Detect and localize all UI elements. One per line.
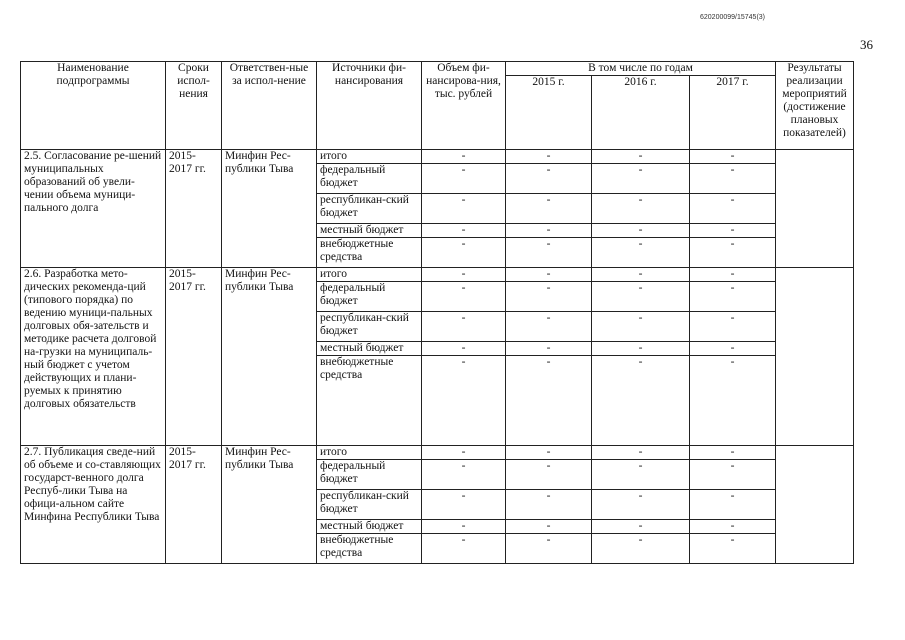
- volume-value-cell: -: [422, 356, 506, 446]
- year-value-cell: -: [690, 356, 776, 446]
- year-value-cell: -: [506, 150, 592, 164]
- table-row: [21, 446, 854, 460]
- year-value-cell: -: [506, 490, 592, 520]
- funding-source-cell: местный бюджет: [317, 224, 422, 238]
- year-value-cell: -: [506, 342, 592, 356]
- table-row: [21, 150, 854, 164]
- volume-value-cell: -: [422, 224, 506, 238]
- year-value-cell: -: [690, 520, 776, 534]
- header-volume: Объем фи-нансирова-ния, тыс. рублей: [422, 62, 506, 150]
- results-cell: [776, 446, 854, 564]
- funding-source-cell: федеральный бюджет: [317, 460, 422, 490]
- year-value-cell: -: [592, 282, 690, 312]
- table-body: [21, 150, 854, 564]
- volume-value-cell: -: [422, 282, 506, 312]
- page-number: 36: [860, 37, 873, 52]
- funding-source-cell: местный бюджет: [317, 520, 422, 534]
- year-value-cell: -: [592, 164, 690, 194]
- responsible-cell: Минфин Рес-публики Тыва: [222, 446, 317, 564]
- program-activities-table: [20, 61, 854, 564]
- header-term: Сроки испол-нения: [166, 62, 222, 150]
- term-cell: 2015-2017 гг.: [166, 268, 222, 446]
- year-value-cell: -: [506, 356, 592, 446]
- header-years-group: В том числе по годам: [506, 62, 776, 76]
- document-registration-number: 620200099/15745(3): [700, 14, 766, 21]
- year-value-cell: -: [592, 460, 690, 490]
- volume-value-cell: -: [422, 446, 506, 460]
- header-responsible: Ответствен-ные за испол-нение: [222, 62, 317, 150]
- year-value-cell: -: [506, 238, 592, 268]
- table-row: [21, 268, 854, 282]
- volume-value-cell: -: [422, 268, 506, 282]
- volume-value-cell: -: [422, 194, 506, 224]
- header-results: Результаты реализации мероприятий (достижение плановых показателей): [776, 62, 854, 150]
- header-year-2017: 2017 г.: [690, 76, 776, 150]
- year-value-cell: -: [592, 268, 690, 282]
- year-value-cell: -: [592, 490, 690, 520]
- year-value-cell: -: [592, 446, 690, 460]
- volume-value-cell: -: [422, 150, 506, 164]
- year-value-cell: -: [506, 460, 592, 490]
- year-value-cell: -: [690, 238, 776, 268]
- header-year-2016: 2016 г.: [592, 76, 690, 150]
- year-value-cell: -: [506, 194, 592, 224]
- funding-source-cell: итого: [317, 446, 422, 460]
- funding-source-cell: местный бюджет: [317, 342, 422, 356]
- year-value-cell: -: [592, 356, 690, 446]
- activity-name-cell: 2.6. Разработка мето-дических рекоменда-ций (типового порядка) по ведению муници-пальных долговых обя-зательств и методике расчета долговой на-грузки на муниципаль-ный бюджет с учетом действующих и плани-руемых к принятию долговых обязательств: [21, 268, 166, 446]
- funding-source-cell: республикан-ский бюджет: [317, 194, 422, 224]
- year-value-cell: -: [690, 312, 776, 342]
- year-value-cell: -: [592, 194, 690, 224]
- year-value-cell: -: [592, 238, 690, 268]
- responsible-cell: Минфин Рес-публики Тыва: [222, 150, 317, 268]
- year-value-cell: -: [690, 194, 776, 224]
- activity-name-cell: 2.5. Согласование ре-шений муниципальных образований об увели-чении объема муници-пального долга: [21, 150, 166, 268]
- funding-source-cell: внебюджетные средства: [317, 534, 422, 564]
- volume-value-cell: -: [422, 520, 506, 534]
- year-value-cell: -: [506, 224, 592, 238]
- year-value-cell: -: [506, 164, 592, 194]
- year-value-cell: -: [690, 164, 776, 194]
- year-value-cell: -: [690, 534, 776, 564]
- volume-value-cell: -: [422, 534, 506, 564]
- funding-source-cell: итого: [317, 150, 422, 164]
- funding-source-cell: внебюджетные средства: [317, 356, 422, 446]
- term-cell: 2015-2017 гг.: [166, 150, 222, 268]
- year-value-cell: -: [690, 282, 776, 312]
- funding-source-cell: федеральный бюджет: [317, 164, 422, 194]
- year-value-cell: -: [592, 312, 690, 342]
- year-value-cell: -: [690, 460, 776, 490]
- year-value-cell: -: [592, 342, 690, 356]
- volume-value-cell: -: [422, 312, 506, 342]
- results-cell: [776, 268, 854, 446]
- header-year-2015: 2015 г.: [506, 76, 592, 150]
- year-value-cell: -: [506, 268, 592, 282]
- volume-value-cell: -: [422, 238, 506, 268]
- year-value-cell: -: [592, 534, 690, 564]
- year-value-cell: -: [506, 312, 592, 342]
- year-value-cell: -: [690, 224, 776, 238]
- volume-value-cell: -: [422, 342, 506, 356]
- responsible-cell: Минфин Рес-публики Тыва: [222, 268, 317, 446]
- year-value-cell: -: [506, 534, 592, 564]
- activity-name-cell: 2.7. Публикация сведе-ний об объеме и со-ставляющих государст-венного долга Респуб-лики Тыва на офици-альном сайте Минфина Республики Тыва: [21, 446, 166, 564]
- funding-source-cell: итого: [317, 268, 422, 282]
- funding-source-cell: внебюджетные средства: [317, 238, 422, 268]
- funding-source-cell: федеральный бюджет: [317, 282, 422, 312]
- volume-value-cell: -: [422, 164, 506, 194]
- header-sources: Источники фи-нансирования: [317, 62, 422, 150]
- year-value-cell: -: [592, 224, 690, 238]
- year-value-cell: -: [690, 268, 776, 282]
- funding-source-cell: республикан-ский бюджет: [317, 312, 422, 342]
- funding-source-cell: республикан-ский бюджет: [317, 490, 422, 520]
- year-value-cell: -: [690, 342, 776, 356]
- header-name: Наименование подпрограммы: [21, 62, 166, 150]
- volume-value-cell: -: [422, 460, 506, 490]
- year-value-cell: -: [506, 282, 592, 312]
- term-cell: 2015-2017 гг.: [166, 446, 222, 564]
- results-cell: [776, 150, 854, 268]
- year-value-cell: -: [506, 446, 592, 460]
- year-value-cell: -: [690, 150, 776, 164]
- volume-value-cell: -: [422, 490, 506, 520]
- year-value-cell: -: [592, 150, 690, 164]
- year-value-cell: -: [690, 490, 776, 520]
- year-value-cell: -: [506, 520, 592, 534]
- year-value-cell: -: [690, 446, 776, 460]
- year-value-cell: -: [592, 520, 690, 534]
